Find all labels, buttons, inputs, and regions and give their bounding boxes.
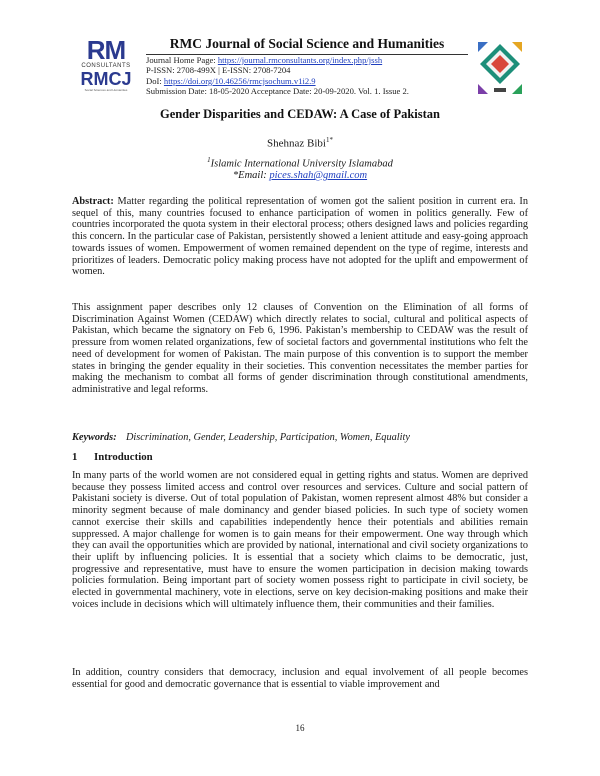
intro-paragraph-1: In many parts of the world women are not considered equal in getting rights and status. Women are deprived because they possess limited access and control over resources and services. Culture and social pattern of Pakistani society is diverse. Out of total population of Pakistan, women represent almost 48% but consider a minority segment because of male dominancy and gender biased policies. In such type of society women cannot exercise their skills and capabilities independently hence their potentials and abilities remain suppressed. A major challenge for women is to gain means for their empowerment. One way through which they can avail the opportunities which are provided by national, international and civil society organizations to their uplift by influencing policies. It is essential that a society which claims to be democratic, just, progressive and representative, must have to ensure the women participation in decision making towards policies formulation. Being important part of society women possess right to participate in civil society, be elected in governmental machinery, vote in elections, serve on key decision-making positions and make their voices include in decisions which will ultimately influence them, their communities and their families. [72,470,528,610]
doi-link[interactable]: https://doi.org/10.46256/rmcjsochum.v1i2.9 [163,75,316,86]
homepage-link[interactable]: https://journal.rmconsultants.org/index.php/jssh [217,55,383,65]
section-title: Introduction [94,451,153,463]
journal-info [146,36,468,97]
keywords-label [72,432,117,443]
abstract-label: Abstract: [72,196,114,207]
affiliation-text: Islamic International University Islamabad [210,158,393,170]
logo-rm-text: RM [86,35,126,65]
email-link[interactable]: pices.shah@gmail.com [269,170,368,181]
author-sup: 1* [325,136,333,144]
email-line [0,170,600,181]
homepage-label: Journal Home Page: [146,55,218,65]
section-heading-introduction [72,451,153,463]
doi-line [146,76,468,86]
author-line [0,136,600,150]
keywords-label-text: Keywords: [72,432,117,443]
author-name: Shehnaz Bibi [267,137,326,150]
logo-rmcj-text: RMCJ [80,69,132,89]
journal-title: RMC Journal of Social Science and Humanities [146,36,468,55]
abstract-paragraph-1 [72,196,528,278]
paper-title: Gender Disparities and CEDAW: A Case of Pakistan [159,107,440,121]
logo-consultants-text: CONSULTANTS [81,63,131,69]
rm-consultants-logo [72,35,140,96]
dates-line: Submission Date: 18-05-2020 Acceptance Date: 20-09-2020. Vol. 1. Issue 2. [146,86,409,97]
issn-line: P-ISSN: 2708-499X | E-ISSN: 2708-7204 [146,65,291,76]
abstract-text-1: Matter regarding the political representation of women got the salient position in current era. In sequel of this, many countries focused to enhance participation of women in politics generally. Few of countries incorporated the quota system in their electoral process; others designed laws and policies regarding this concern. In the particular case of Pakistan, persistently showed a lenient attitude and easy-going approach towards issues of women. Empowerment of women remained dependent on the type of regime, interests and prioritizes of leaders. Democratic policy making process have not adopted for the uplift and empowerment of women. [72,196,528,278]
doi-label: DoI: [146,75,164,86]
journal-homepage-line [146,55,468,65]
journal-header [72,36,528,100]
intro-paragraph-2: In addition, country considers that democracy, inclusion and equal involvement of all people becomes essential for good and democratic governance that is essential to viable improvement and [72,667,528,690]
keywords-terms: Discrimination, Gender, Leadership, Participation, Women, Equality [126,432,410,443]
logo-tagline: Social Sciences and Humanities [84,88,128,92]
section-number: 1 [72,451,78,463]
affiliation-line [0,156,600,170]
affiliation-sup: 1 [207,156,211,164]
journal-cover-icon [472,38,528,98]
page-number: 16 [295,723,305,733]
email-label: *Email: [232,170,270,181]
abstract-paragraph-2: This assignment paper describes only 12 clauses of Convention on the Elimination of all forms of Discrimination Against Women (CEDAW) which directly relates to social, cultural and political aspects of Pakistan, which became the signatory on Feb 6, 1996. Pakistan’s membership to CEDAW was the result of pressure from women related organizations, few of societal factors and governmental institutions who felt the need of development for women of Pakistan. The main purpose of this convention is to support the member states in bringing the gender equality in their societies. This convention necessitates the member parties for making the mechanism to combat all forms of gender discrimination through constitutional amendments, administrative and legal reforms. [72,302,528,395]
